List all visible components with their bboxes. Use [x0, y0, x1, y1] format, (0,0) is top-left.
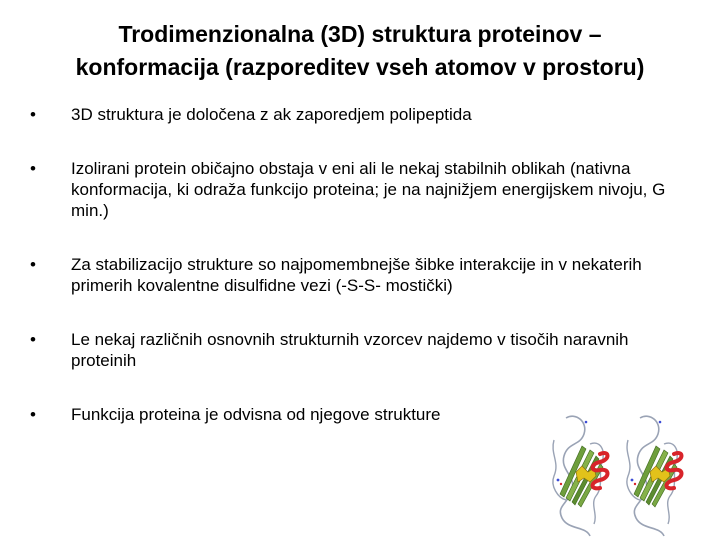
bullet-marker: • [30, 330, 36, 349]
protein-structure-right [627, 416, 682, 536]
protein-structure-left [553, 416, 608, 536]
bullet-marker: • [30, 255, 36, 274]
bullet-text: 3D struktura je določena z ak zaporedjem polipeptida [71, 105, 472, 124]
protein-ribbon-illustration [540, 402, 695, 540]
title-line-2: konformacija (razporeditev vseh atomov v prostoru) [75, 54, 645, 80]
bullet-text: Izolirani protein običajno obstaja v eni ali le nekaj stabilnih oblikah (nativna konformacija, ki odraža funkcijo proteina; je na najnižjem energijskem nivoju, G min.) [71, 159, 666, 220]
bullet-marker: • [30, 105, 36, 124]
bullet-text: Za stabilizacijo strukture so najpomembnejše šibke interakcije in v nekaterih primerih kovalentne disulfidne vezi (-S-S- mostički) [71, 255, 642, 295]
protein-structure-image [540, 402, 695, 540]
title-line-1: Trodimenzionalna (3D) struktura proteinov – [118, 21, 602, 47]
bullet-text: Le nekaj različnih osnovnih strukturnih vzorcev najdemo v tisočih naravnih proteinih [71, 330, 629, 370]
bullet-marker: • [30, 159, 36, 178]
bullet-text: Funkcija proteina je odvisna od njegove strukture [71, 405, 441, 424]
bullet-marker: • [30, 405, 36, 424]
